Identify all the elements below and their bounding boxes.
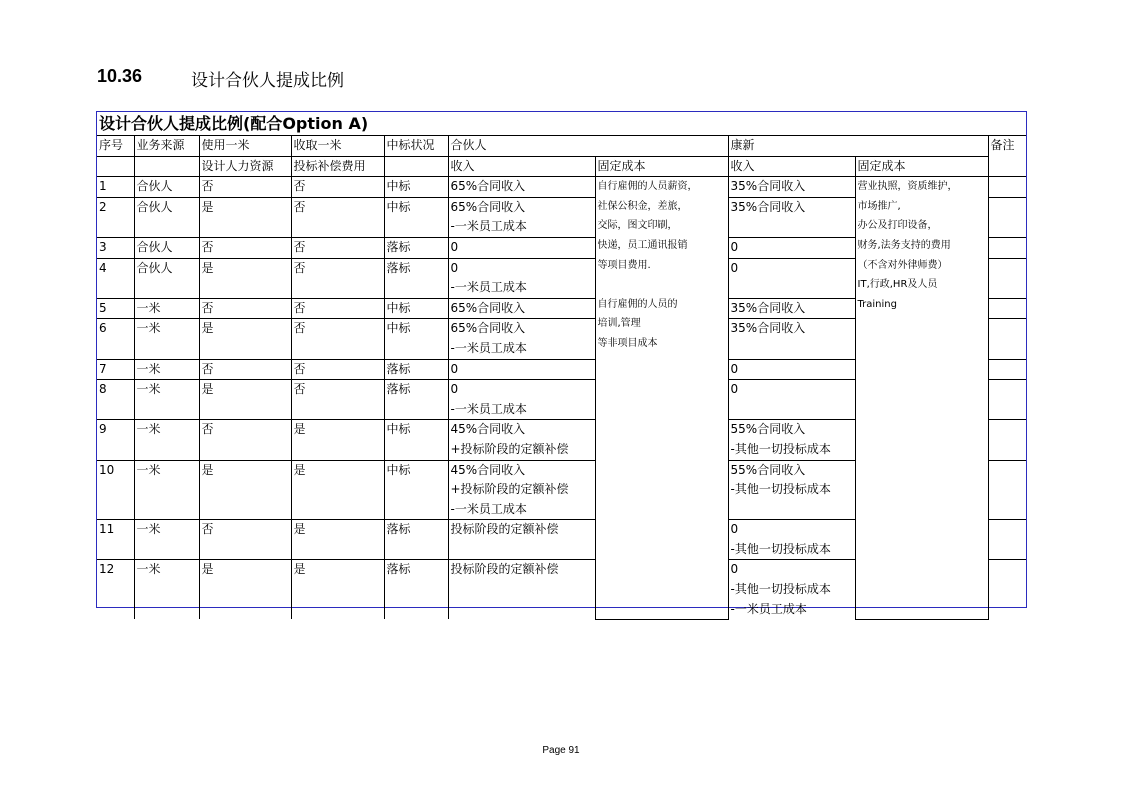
header-row <box>97 136 1026 156</box>
cell-remark <box>988 258 1026 298</box>
cell-source: 一米 <box>134 460 199 520</box>
kx-income-line: 0 <box>730 382 739 397</box>
cell-fee: 否 <box>291 177 384 198</box>
partner-income-line: -一米员工成本 <box>450 280 527 295</box>
header-fee-2: 投标补偿费用 <box>291 156 384 177</box>
header-row <box>97 156 1026 177</box>
header-fee: 收取一米 <box>291 136 384 156</box>
header-remark: 备注 <box>988 136 1026 177</box>
kx-income-line: -一米员工成本 <box>730 601 807 616</box>
partner-fixed-cost-line: 快递，员工通讯报销 <box>597 239 688 251</box>
cell-partner-income <box>448 420 595 460</box>
cell-remark <box>988 237 1026 258</box>
cell-partner-income <box>448 237 595 258</box>
cell-use-hr: 否 <box>199 420 291 460</box>
cell-fee: 否 <box>291 298 384 319</box>
cell-kx-income <box>728 177 855 198</box>
cell-fee: 否 <box>291 359 384 380</box>
cell-partner-income <box>448 560 595 619</box>
cell-seq: 10 <box>97 460 134 520</box>
header-blank <box>97 156 134 177</box>
kx-income-line: 0 <box>730 562 739 577</box>
cell-win: 中标 <box>384 298 448 319</box>
cell-kx-income <box>728 420 855 460</box>
partner-fixed-cost-line <box>598 275 728 295</box>
page-number: Page 91 <box>542 745 580 756</box>
cell-kx-income <box>728 380 855 420</box>
cell-source: 一米 <box>134 560 199 619</box>
cell-partner-income <box>448 319 595 359</box>
cell-win: 中标 <box>384 319 448 359</box>
partner-income-line: -一米员工成本 <box>450 219 527 234</box>
kx-income-line: 0 <box>730 361 739 376</box>
header-blank <box>384 156 448 177</box>
partner-income-line: 65%合同收入 <box>450 321 526 336</box>
cell-kx-income <box>728 560 855 619</box>
partner-income-line: -一米员工成本 <box>450 340 527 355</box>
header-seq: 序号 <box>97 136 134 156</box>
cell-kx-income <box>728 258 855 298</box>
partner-income-line: 投标阶段的定额补偿 <box>450 562 559 577</box>
kx-fixed-cost-line: 营业执照，资质维护， <box>857 181 958 193</box>
header-source: 业务来源 <box>134 136 199 156</box>
cell-partner-income <box>448 177 595 198</box>
cell-win: 落标 <box>384 359 448 380</box>
partner-income-line: -一米员工成本 <box>450 501 527 516</box>
kx-income-line: -其他一切投标成本 <box>730 482 831 497</box>
cell-fee: 是 <box>291 560 384 619</box>
section-number: 10.36 <box>97 66 143 86</box>
table-caption: 设计合伙人提成比例(配合Option A) <box>97 112 1026 136</box>
partner-income-line: 0 <box>450 361 459 376</box>
partner-income-line: 65%合同收入 <box>450 199 526 214</box>
kx-fixed-cost-line: 市场推广, <box>857 200 901 212</box>
cell-use-hr: 是 <box>199 460 291 520</box>
cell-remark <box>988 197 1026 237</box>
cell-win: 中标 <box>384 460 448 520</box>
cell-use-hr: 否 <box>199 298 291 319</box>
cell-fee: 否 <box>291 258 384 298</box>
cell-source: 一米 <box>134 420 199 460</box>
partner-income-line: 0 <box>450 239 459 254</box>
header-kangxin: 康新 <box>728 136 988 156</box>
cell-use-hr: 否 <box>199 520 291 560</box>
cell-use-hr: 是 <box>199 319 291 359</box>
kx-income-line: -其他一切投标成本 <box>730 541 831 556</box>
cell-kx-income <box>728 319 855 359</box>
cell-fee: 是 <box>291 460 384 520</box>
kx-fixed-cost <box>855 177 988 620</box>
cell-source: 一米 <box>134 319 199 359</box>
cell-partner-income <box>448 380 595 420</box>
cell-partner-income <box>448 258 595 298</box>
partner-income-line: 65%合同收入 <box>450 179 526 194</box>
partner-fixed-cost-line: 交际，图文印刷， <box>597 220 678 232</box>
cell-seq: 11 <box>97 520 134 560</box>
cell-seq: 3 <box>97 237 134 258</box>
kx-income-line: -其他一切投标成本 <box>730 582 831 597</box>
kx-fixed-cost-line: 财务,法务支持的费用 <box>857 239 951 251</box>
cell-kx-income <box>728 237 855 258</box>
cell-seq: 7 <box>97 359 134 380</box>
cell-use-hr: 是 <box>199 380 291 420</box>
cell-source: 一米 <box>134 359 199 380</box>
cell-partner-income <box>448 298 595 319</box>
header-use-hr: 使用一米 <box>199 136 291 156</box>
partner-income-line: 65%合同收入 <box>450 300 526 315</box>
kx-fixed-cost-line: IT,行政,HR及人员 <box>857 279 938 291</box>
cell-kx-income <box>728 460 855 520</box>
cell-remark <box>988 380 1026 420</box>
header-use-hr-2: 设计人力资源 <box>199 156 291 177</box>
cell-use-hr: 否 <box>199 237 291 258</box>
cell-win: 中标 <box>384 420 448 460</box>
cell-source: 一米 <box>134 298 199 319</box>
kx-income-line: 0 <box>730 522 739 537</box>
cell-seq: 12 <box>97 560 134 619</box>
header-blank <box>134 156 199 177</box>
cell-source: 一米 <box>134 520 199 560</box>
header-partner: 合伙人 <box>448 136 728 156</box>
cell-win: 落标 <box>384 560 448 619</box>
kx-income-line: 35%合同收入 <box>730 179 806 194</box>
cell-seq: 2 <box>97 197 134 237</box>
cell-remark <box>988 359 1026 380</box>
partner-fixed-cost-line: 等项目费用. <box>597 259 651 271</box>
cell-remark <box>988 560 1026 619</box>
partner-income-line: 投标阶段的定额补偿 <box>450 522 559 537</box>
cell-partner-income <box>448 197 595 237</box>
header-kx-income: 收入 <box>728 156 855 177</box>
header-partner-fixed: 固定成本 <box>595 156 728 177</box>
cell-source: 合伙人 <box>134 237 199 258</box>
partner-income-line: 0 <box>450 260 459 275</box>
cell-seq: 9 <box>97 420 134 460</box>
partner-income-line: +投标阶段的定额补偿 <box>450 441 569 456</box>
header-win: 中标状况 <box>384 136 448 156</box>
kx-fixed-cost-line: （不含对外律师费） <box>857 259 948 271</box>
cell-partner-income <box>448 460 595 520</box>
partner-fixed-cost-line: 等非项目成本 <box>597 337 658 349</box>
kx-fixed-cost-line: Training <box>857 298 897 310</box>
cell-win: 落标 <box>384 380 448 420</box>
cell-use-hr: 否 <box>199 359 291 380</box>
kx-income-line: 35%合同收入 <box>730 199 806 214</box>
cell-remark <box>988 319 1026 359</box>
cell-kx-income <box>728 197 855 237</box>
kx-income-line: 35%合同收入 <box>730 321 806 336</box>
header-kx-fixed: 固定成本 <box>855 156 988 177</box>
cell-remark <box>988 177 1026 198</box>
partner-income-line: 45%合同收入 <box>450 422 526 437</box>
cell-use-hr: 是 <box>199 560 291 619</box>
cell-fee: 否 <box>291 380 384 420</box>
partner-income-line: 45%合同收入 <box>450 462 526 477</box>
header-partner-income: 收入 <box>448 156 595 177</box>
cell-win: 落标 <box>384 520 448 560</box>
partner-fixed-cost-line: 社保公积金，差旅， <box>597 200 688 212</box>
cell-kx-income <box>728 520 855 560</box>
cell-remark <box>988 520 1026 560</box>
commission-table <box>96 111 1027 616</box>
cell-fee: 否 <box>291 319 384 359</box>
cell-fee: 是 <box>291 520 384 560</box>
partner-fixed-cost-line: 自行雇佣的人员薪资， <box>597 181 698 193</box>
cell-source: 合伙人 <box>134 258 199 298</box>
cell-fee: 否 <box>291 237 384 258</box>
partner-fixed-cost-line: 培训,管理 <box>597 318 641 330</box>
cell-remark <box>988 298 1026 319</box>
kx-income-line: 55%合同收入 <box>730 422 806 437</box>
kx-fixed-cost-line: 办公及打印设备， <box>857 220 938 232</box>
cell-win: 落标 <box>384 237 448 258</box>
cell-win: 落标 <box>384 258 448 298</box>
partner-income-line: -一米员工成本 <box>450 401 527 416</box>
cell-source: 一米 <box>134 380 199 420</box>
cell-partner-income <box>448 359 595 380</box>
partner-income-line: +投标阶段的定额补偿 <box>450 482 569 497</box>
partner-fixed-cost-line: 自行雇佣的人员的 <box>597 298 678 310</box>
cell-remark <box>988 420 1026 460</box>
cell-seq: 8 <box>97 380 134 420</box>
commission-grid <box>97 136 1026 620</box>
cell-seq: 6 <box>97 319 134 359</box>
section-title: 设计合伙人提成比例 <box>191 71 344 91</box>
cell-win: 中标 <box>384 177 448 198</box>
kx-income-line: 55%合同收入 <box>730 462 806 477</box>
cell-win: 中标 <box>384 197 448 237</box>
cell-use-hr: 是 <box>199 197 291 237</box>
cell-seq: 5 <box>97 298 134 319</box>
cell-kx-income <box>728 359 855 380</box>
cell-fee: 是 <box>291 420 384 460</box>
cell-source: 合伙人 <box>134 197 199 237</box>
partner-income-line: 0 <box>450 382 459 397</box>
kx-income-line: 0 <box>730 260 739 275</box>
kx-income-line: -其他一切投标成本 <box>730 441 831 456</box>
cell-kx-income <box>728 298 855 319</box>
cell-seq: 1 <box>97 177 134 198</box>
kx-income-line: 0 <box>730 239 739 254</box>
cell-use-hr: 是 <box>199 258 291 298</box>
kx-income-line: 35%合同收入 <box>730 300 806 315</box>
partner-fixed-cost <box>595 177 728 620</box>
cell-partner-income <box>448 520 595 560</box>
cell-use-hr: 否 <box>199 177 291 198</box>
cell-seq: 4 <box>97 258 134 298</box>
cell-remark <box>988 460 1026 520</box>
cell-fee: 否 <box>291 197 384 237</box>
table-row <box>97 177 1026 198</box>
cell-source: 合伙人 <box>134 177 199 198</box>
